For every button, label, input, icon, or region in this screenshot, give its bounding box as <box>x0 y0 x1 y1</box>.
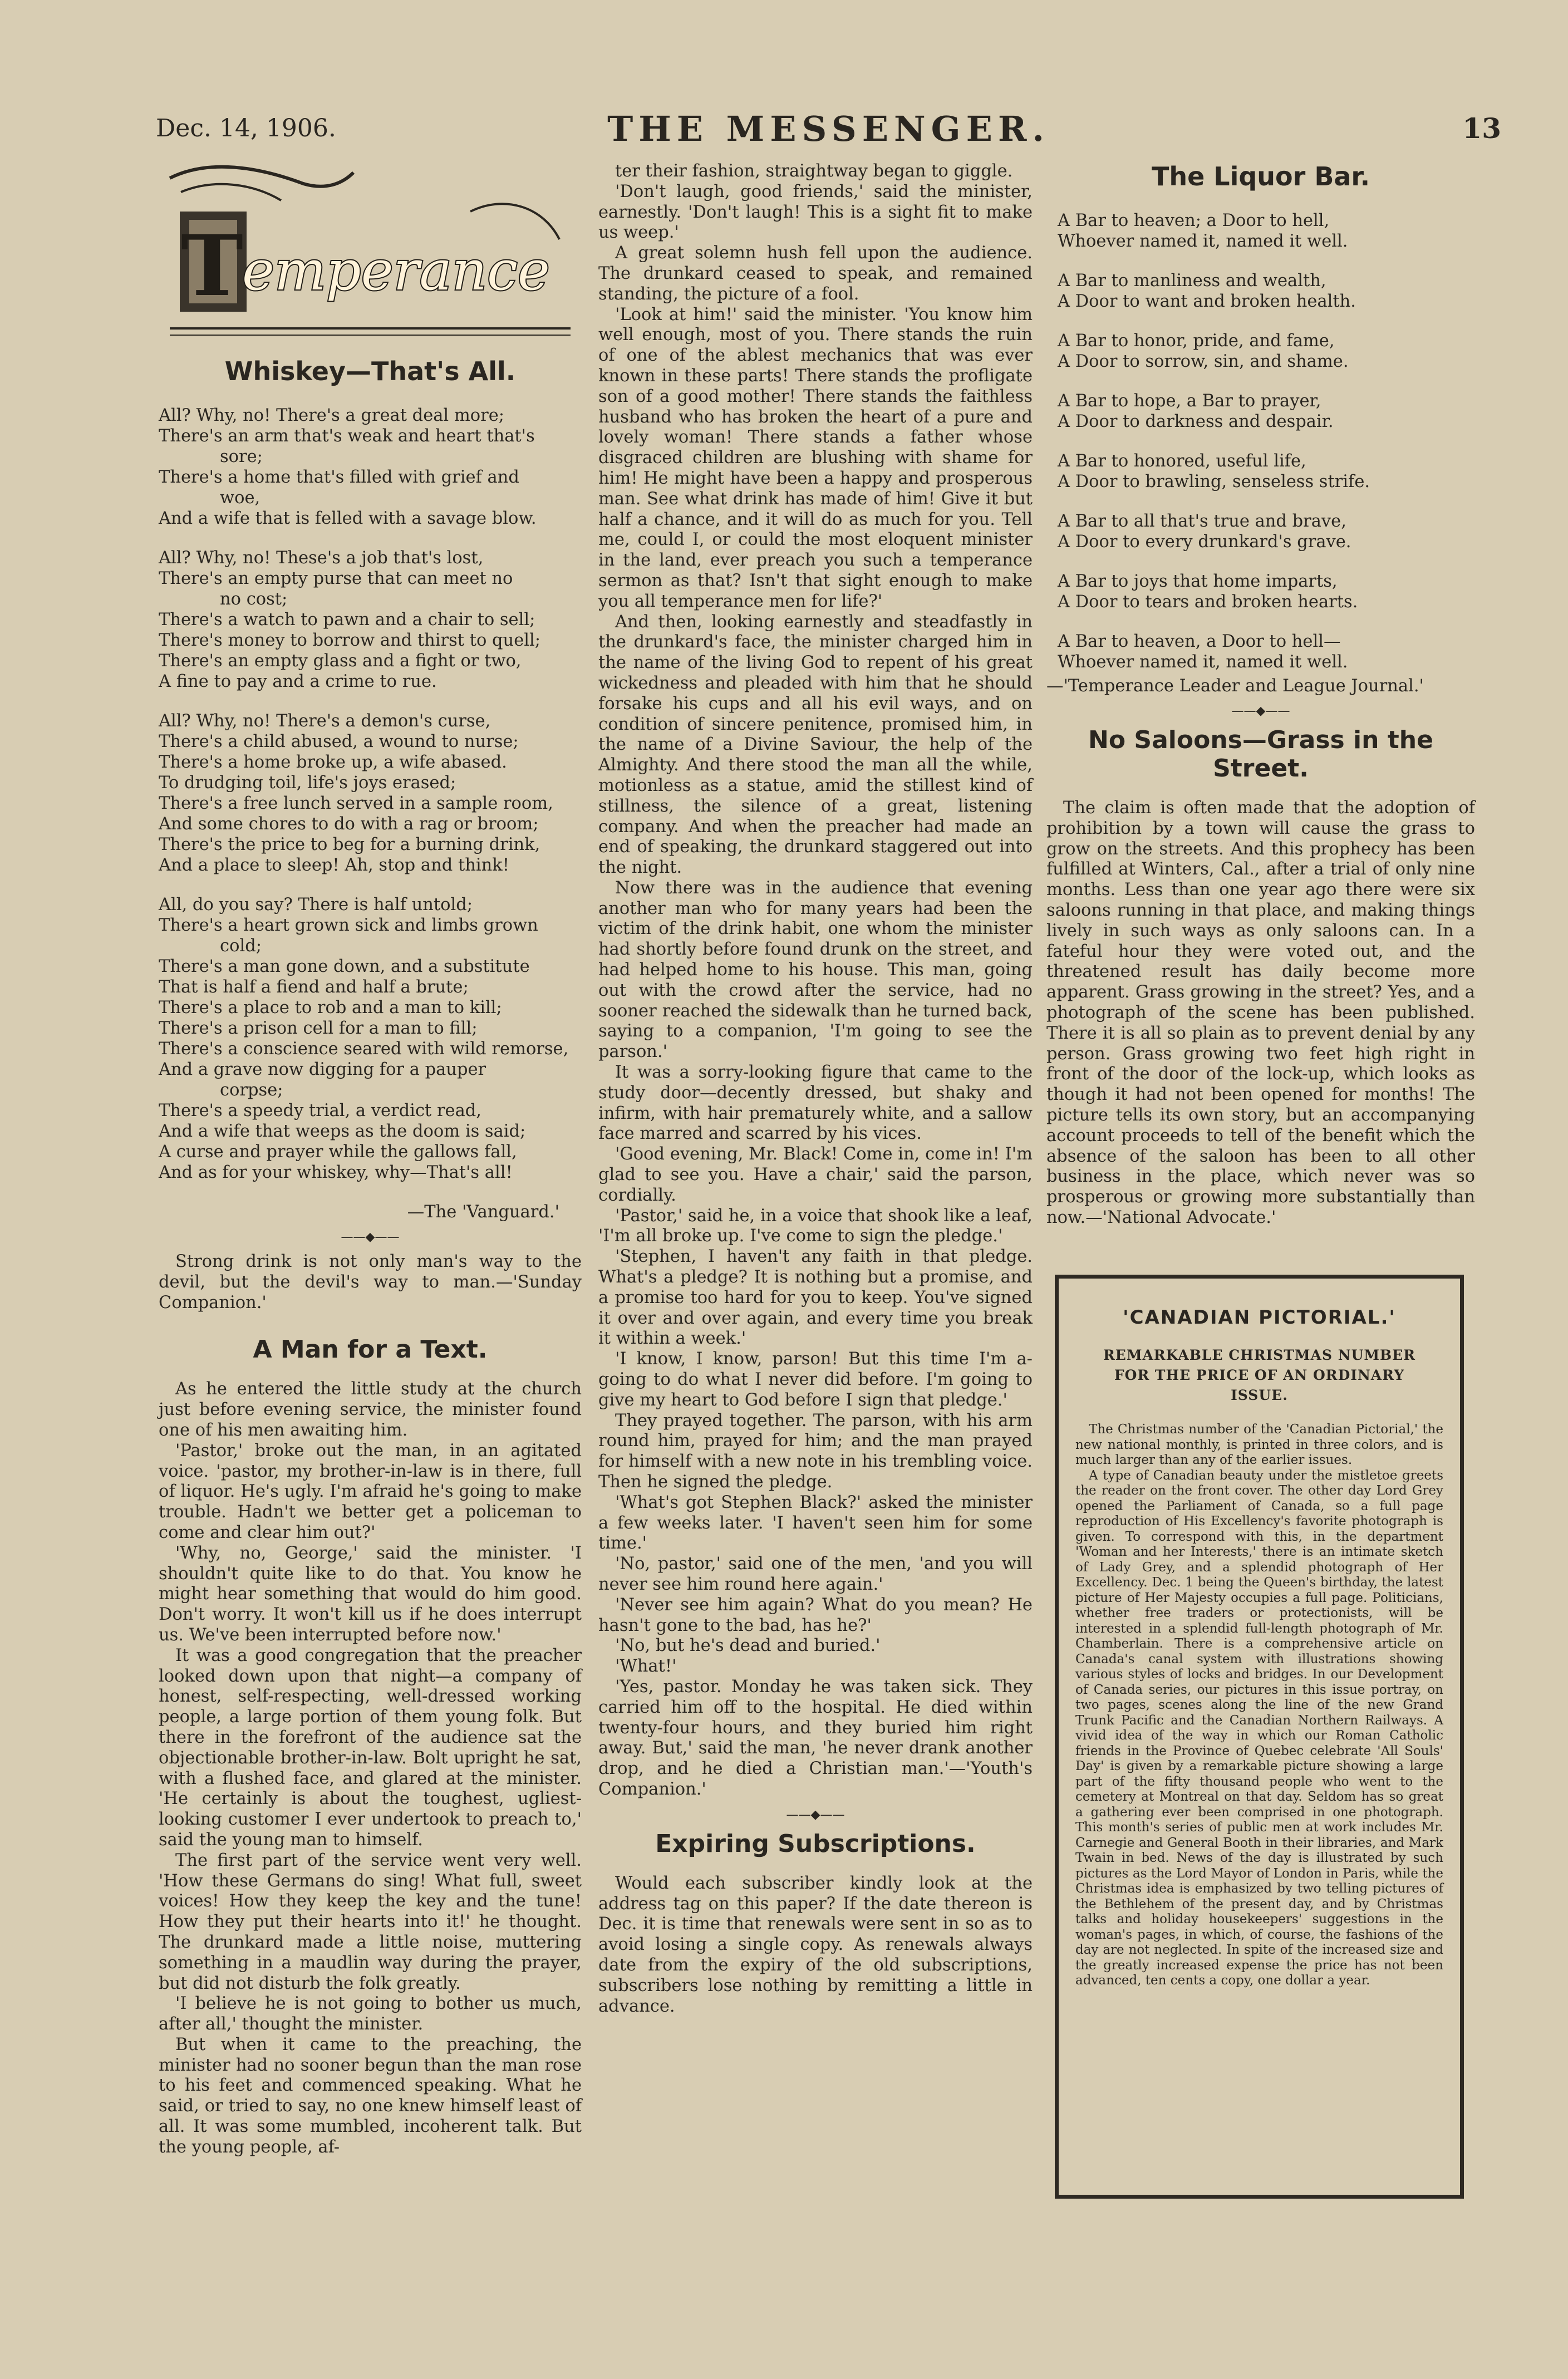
poem-line: A Bar to all that's true and brave, <box>1058 512 1346 531</box>
story-paragraph: 'Pastor,' said he, in a voice that shook like a leaf, 'I'm all broke up. I've come to sign the pledge.' <box>598 1206 1033 1246</box>
poem-stanza <box>1046 271 1475 312</box>
poem-stanza <box>159 711 582 876</box>
column-2 <box>598 161 1033 2017</box>
story-paragraph: They prayed together. The parson, with his arm round him, prayed for him; and the man prayed for himself with a new note in his trembling voice. Then he signed the pledge. <box>598 1410 1033 1492</box>
poem-line: There's a heart grown sick and limbs grown <box>159 916 538 935</box>
svg-text:T: T <box>181 217 243 315</box>
issue-date: Dec. 14, 1906. <box>156 114 336 142</box>
canadian-pictorial-advertisement <box>1055 1275 1464 2199</box>
story-paragraph: As he entered the little study at the church just before evening service, the minister found one of his men awaiting him. <box>159 1379 582 1440</box>
poem-line: Whoever named it, named it well. <box>1058 232 1348 251</box>
no-saloons-title: No Saloons—Grass in the Street. <box>1088 726 1433 783</box>
poem-line: sore; <box>220 447 263 466</box>
story-paragraph: 'Good evening, Mr. Black! Come in, come in! I'm glad to see you. Have a chair,' said the parson, cordially. <box>598 1144 1033 1205</box>
poem-line: A Bar to hope, a Bar to prayer, <box>1058 391 1321 411</box>
poem-line: There's a place to rob and a man to kill; <box>159 998 502 1018</box>
ad-body <box>1075 1422 1443 1989</box>
story-paragraph: 'I know, I know, parson! But this time I'm a-going to do what I never did before. I'm going to give my heart to God before I sign that pledge.' <box>598 1349 1033 1410</box>
poem-line: There's a free lunch served in a sample room, <box>159 794 553 813</box>
poem-line: A Bar to heaven, a Door to hell— <box>1058 632 1341 651</box>
story-paragraph: It was a good congregation that the preacher looked down upon that night—a company of honest, self-respecting, well-dressed working people, a large portion of them young folk. But there in the forefront of the audience sat the objectionable brother-in-law. Bolt upright he sat, with a flushed face, and glared at the minister. 'He certainly is about the toughest, ugliest-looking customer I ever undertook to preach to,' said the young man to himself. <box>159 1645 582 1850</box>
poem-line: All? Why, no! There's a demon's curse, <box>159 711 491 731</box>
story-paragraph: 'Never see him again? What do you mean? He hasn't gone to the bad, has he?' <box>598 1595 1033 1635</box>
poem-whiskey-attribution: —The 'Vanguard.' <box>407 1202 559 1222</box>
poem-line: A Door to darkness and despair. <box>1058 412 1334 431</box>
poem-line: There's a speedy trial, a verdict read, <box>159 1101 482 1120</box>
poem-line: There's a child abused, a wound to nurse; <box>159 732 519 751</box>
poem-line: There's a watch to pawn and a chair to sell; <box>159 610 535 630</box>
story-paragraph: 'What!' <box>615 1657 677 1677</box>
poem-line: A Bar to honor, pride, and fame, <box>1058 331 1335 351</box>
poem-liquor-bar-attribution: —'Temperance Leader and League Journal.' <box>1046 676 1424 696</box>
poem-line: All? Why, no! There's a great deal more; <box>159 406 505 425</box>
poem-line: There's a home that's filled with grief and <box>159 468 519 487</box>
story-paragraph: ter their fashion, straightway began to giggle. <box>615 161 1013 181</box>
poem-line: And a place to sleep! Ah, stop and think! <box>159 856 509 875</box>
story-paragraph: 'Stephen, I haven't any faith in that pledge. What's a pledge? It is nothing but a promise, and a promise too hard for you to keep. You've signed it over and over again, and every time you break it within a week.' <box>598 1247 1033 1349</box>
poem-line: And a grave now digging for a pauper <box>159 1060 486 1079</box>
temperance-logo <box>159 161 582 345</box>
poem-line: A Bar to joys that home imparts, <box>1058 572 1338 591</box>
poem-line: All? Why, no! These's a job that's lost, <box>159 548 484 568</box>
poem-stanza <box>1046 331 1475 372</box>
poem-line: A Door to want and broken health. <box>1058 292 1356 311</box>
poem-line: A Bar to honored, useful life, <box>1058 451 1306 471</box>
story-paragraph: 'No, but he's dead and buried.' <box>615 1636 881 1656</box>
strong-drink-note: Strong drink is not only man's way to the devil, but the devil's way to man.—'Sunday Companion.' <box>159 1252 582 1313</box>
ad-paragraph: The Christmas number of the 'Canadian Pictorial,' the new national monthly, is printed in three colors, and is much larger than any of the earlier issues. <box>1075 1422 1443 1467</box>
poem-line: cold; <box>220 936 262 956</box>
poem-line: There's an empty glass and a fight or two, <box>159 651 522 671</box>
poem-line: A curse and prayer while the gallows fall, <box>159 1142 517 1162</box>
poem-whiskey-title: Whiskey—That's All. <box>224 356 516 386</box>
ornamental-rule: ——◆—— <box>1231 704 1290 718</box>
poem-line: Whoever named it, named it well. <box>1058 652 1348 672</box>
ad-title: 'CANADIAN PICTORIAL.' <box>1123 1306 1396 1329</box>
story-man-for-text <box>159 1379 582 2157</box>
poem-line: To drudging toil, life's joys erased; <box>159 773 456 793</box>
poem-liquor-bar-title: The Liquor Bar. <box>1151 161 1370 191</box>
story-paragraph: A great solemn hush fell upon the audience. The drunkard ceased to speak, and remained standing, the picture of a fool. <box>598 243 1033 304</box>
temperance-section-heading <box>159 161 582 351</box>
poem-stanza <box>1046 451 1475 492</box>
ad-subtitle: REMARKABLE CHRISTMAS NUMBER FOR THE PRICE OF AN ORDINARY ISSUE. <box>1103 1347 1416 1403</box>
masthead-title: THE MESSENGER. <box>607 109 1050 149</box>
story-paragraph: And then, looking earnestly and steadfastly in the drunkard's face, the minister charged him in the name of the living God to repent of his great wickedness and pleaded with him that he should forsake his cups and all his evil ways, and on condition of sincere penitence, promised him, in the name of a Divine Saviour, the help of the Almighty. And there stood the man all the while, motionless as a statue, amid the stillest kind of stillness, the silence of a great, listening company. And when the preacher had made an end of speaking, the drunkard staggered out into the night. <box>598 612 1033 878</box>
poem-line: There's a conscience seared with wild remorse, <box>159 1039 569 1059</box>
temperance-logo-text: emperance <box>242 239 550 303</box>
poem-line: no cost; <box>220 589 288 609</box>
poem-line: A Door to tears and broken hearts. <box>1058 592 1358 612</box>
story-paragraph: Now there was in the audience that evening another man who for many years had been the victim of the drink habit, one whom the minister had shortly before found drunk on the street, and had helped home to his house. This man, going out with the crowd after the service, had no sooner reached the sidewalk than he turned back, saying to a companion, 'I'm going to see the parson.' <box>598 878 1033 1062</box>
poem-stanza <box>1046 631 1475 672</box>
poem-liquor-bar <box>1046 210 1475 672</box>
story-man-for-text-title: A Man for a Text. <box>253 1335 488 1364</box>
column-3 <box>1046 161 1475 1228</box>
story-paragraph: The first part of the service went very well. 'How these Germans do sing! What full, sweet voices! How they keep the key and the tune! How they put their hearts into it!' he thought. The drunkard made a little noise, muttering something in a maudlin way during the prayer, but did not disturb the folk greatly. <box>159 1850 582 1993</box>
poem-stanza <box>159 548 582 692</box>
poem-stanza <box>1046 511 1475 552</box>
poem-line: There's the price to beg for a burning drink, <box>159 835 540 854</box>
story-paragraph: 'I believe he is not going to bother us much, after all,' thought the minister. <box>159 1994 582 2034</box>
poem-line: There's a home broke up, a wife abased. <box>159 753 507 772</box>
story-paragraph: 'Why, no, George,' said the minister. 'I shouldn't quite like to do that. You know he might hear something that would do him good. Don't worry. It won't kill us if he does interrupt us. We've been interrupted before now.' <box>159 1543 582 1645</box>
story-paragraph: It was a sorry-looking figure that came to the study door—decently dressed, but shaky and infirm, with hair prematurely white, and a sallow face marred and scarred by his vices. <box>598 1063 1033 1144</box>
expiring-subscriptions-notice: Would each subscriber kindly look at the address tag on this paper? If the date thereon is Dec. it is time that renewals were sent in so as to avoid losing a single copy. As renewals always date from the expiry of the old subscriptions, subscribers lose nothing by remitting a little in advance. <box>598 1873 1033 2016</box>
page-number: 13 <box>1462 112 1501 145</box>
poem-line: There's an arm that's weak and heart that's <box>159 426 535 446</box>
poem-whiskey <box>159 405 582 1183</box>
poem-stanza <box>1046 571 1475 612</box>
poem-stanza <box>159 894 582 1183</box>
poem-stanza <box>159 405 582 529</box>
story-paragraph: 'Look at him!' said the minister. 'You know him well enough, most of you. There stands the ruin of one of the ablest mechanics that was ever known in these parts! There stands the profligate son of a good mother! There stands the faithless husband who has broken the heart of a pure and lovely woman! There stands a father whose disgraced children are blushing with shame for him! He might have been a happy and prosperous man. See what drink has made of him! Give it but half a chance, and it will do as much for you. Tell me, could I, or could the most eloquent minister in the land, ever preach you such a temperance sermon as that? Isn't that sight enough to make you all temperance men for life?' <box>598 304 1033 611</box>
poem-line: There's a man gone down, and a substitute <box>159 957 530 976</box>
story-continued <box>598 161 1033 1800</box>
poem-line: A fine to pay and a crime to rue. <box>159 672 437 691</box>
poem-line: All, do you say? There is half untold; <box>159 895 473 915</box>
poem-stanza <box>1046 210 1475 252</box>
poem-line: A Bar to heaven; a Door to hell, <box>1058 211 1330 230</box>
story-paragraph: But when it came to the preaching, the minister had no sooner begun than the man rose to his feet and commenced speaking. What he said, or tried to say, no one knew himself least of all. It was some mumbled, incoherent talk. But the young people, af- <box>159 2034 582 2157</box>
column-1 <box>159 161 582 2158</box>
story-paragraph: 'Don't laugh, good friends,' said the minister, earnestly. 'Don't laugh! This is a sight fit to make us weep.' <box>598 181 1033 243</box>
no-saloons-article: The claim is often made that the adoption of prohibition by a town will cause the grass to grow on the streets. And this prophecy has been fulfilled at Winters, Cal., after a trial of only nine months. Less than one year ago there were six saloons running in that place, and making things lively in such ways as only saloons can. In a fateful hour they were voted out, and the threatened result has daily become more apparent. Grass growing in the street? Yes, and a photograph of the scene has been published. There it is all so plain as to prevent denial by any person. Grass growing two feet high right in front of the door of the lock-up, which looks as though it had not been opened for months! The picture tells its own story, but an accompanying account proceeds to tell of the benefit which the absence of the saloon has been to all other business in the place, which never was so prosperous or growing more substantially than now.—'National Advocate.' <box>1046 798 1475 1227</box>
poem-line: A Bar to manliness and wealth, <box>1058 271 1326 291</box>
poem-line: There's a prison cell for a man to fill; <box>159 1019 478 1038</box>
poem-line: And a wife that is felled with a savage blow. <box>159 509 537 528</box>
poem-line: There's money to borrow and thirst to quell; <box>159 631 541 650</box>
poem-line: A Door to brawling, senseless strife. <box>1058 472 1370 491</box>
expiring-subscriptions-title: Expiring Subscriptions. <box>655 1829 976 1858</box>
ad-paragraph: A type of Canadian beauty under the mistletoe greets the reader on the front cover. The other day Lord Grey opened the Parliament of Canada, so a full page reproduction of His Excellency's favorite photograph is given. To correspond with this, in the department 'Woman and her Interests,' there is an intimate sketch of Lady Grey, and a splendid photograph of Her Excellency. Dec. 1 being the Queen's birthday, the latest picture of Her Majesty occupies a full page. Politicians, whether free traders or protectionists, will be interested in a splendid full-length photograph of Mr. Chamberlain. There is a comprehensive article on Canada's canal system with illustrations showing various styles of locks and bridges. In our Development of Canada series, our pictures in this issue portray, on two pages, scenes along the line of the new Grand Trunk Pacific and the Canadian Northern Railways. A vivid idea of the way in which our Roman Catholic friends in the Province of Quebec celebrate 'All Souls' Day' is given by a remarkable picture showing a large part of the fifty thousand people who went to the cemetery at Montreal on that day. Seldom has so great a gathering ever been comprised in one photograph. This month's series of public men at work includes Mr. Carnegie and General Booth in their libraries, and Mark Twain in bed. News of the day is illustrated by such pictures as the Lord Mayor of London in Paris, while the Christmas idea is emphasized by two telling pictures of the Bethlehem of the present day, and by Christmas talks and holiday housekeepers' suggestions in the woman's pages, in which, of course, the fashions of the day are not neglected. In spite of the increased size and the greatly increased expense the price has not been advanced, ten cents a copy, one dollar a year. <box>1075 1468 1443 1988</box>
story-paragraph: 'What's got Stephen Black?' asked the minister a few weeks later. 'I haven't seen him for some time.' <box>598 1492 1033 1554</box>
running-head <box>156 109 1501 153</box>
ornamental-rule: ——◆—— <box>341 1230 400 1244</box>
poem-stanza <box>1046 391 1475 432</box>
poem-line: A Door to sorrow, sin, and shame. <box>1058 352 1349 371</box>
poem-line: And as for your whiskey, why—That's all! <box>159 1163 513 1182</box>
story-paragraph: 'Pastor,' broke out the man, in an agitated voice. 'pastor, my brother-in-law is in there, full of liquor. He's ugly. I'm afraid he's going to make trouble. Hadn't we better get a policeman to come and clear him out?' <box>159 1441 582 1542</box>
ornamental-rule: ——◆—— <box>786 1807 845 1822</box>
story-paragraph: 'No, pastor,' said one of the men, 'and you will never see him round here again.' <box>598 1554 1033 1594</box>
poem-line: corpse; <box>220 1080 283 1100</box>
poem-line: And a wife that weeps as the doom is said; <box>159 1122 526 1141</box>
poem-line: There's an empty purse that can meet no <box>159 569 513 588</box>
story-paragraph: 'Yes, pastor. Monday he was taken sick. They carried him off to the hospital. He died within twenty-four hours, and they buried him right away. But,' said the man, 'he never drank another drop, and he died a Christian man.'—'Youth's Companion.' <box>598 1677 1033 1799</box>
poem-line: A Door to every drunkard's grave. <box>1058 532 1351 552</box>
poem-line: And some chores to do with a rag or broom; <box>159 814 539 834</box>
poem-line: That is half a fiend and half a brute; <box>159 977 469 997</box>
poem-line: woe, <box>220 488 260 508</box>
